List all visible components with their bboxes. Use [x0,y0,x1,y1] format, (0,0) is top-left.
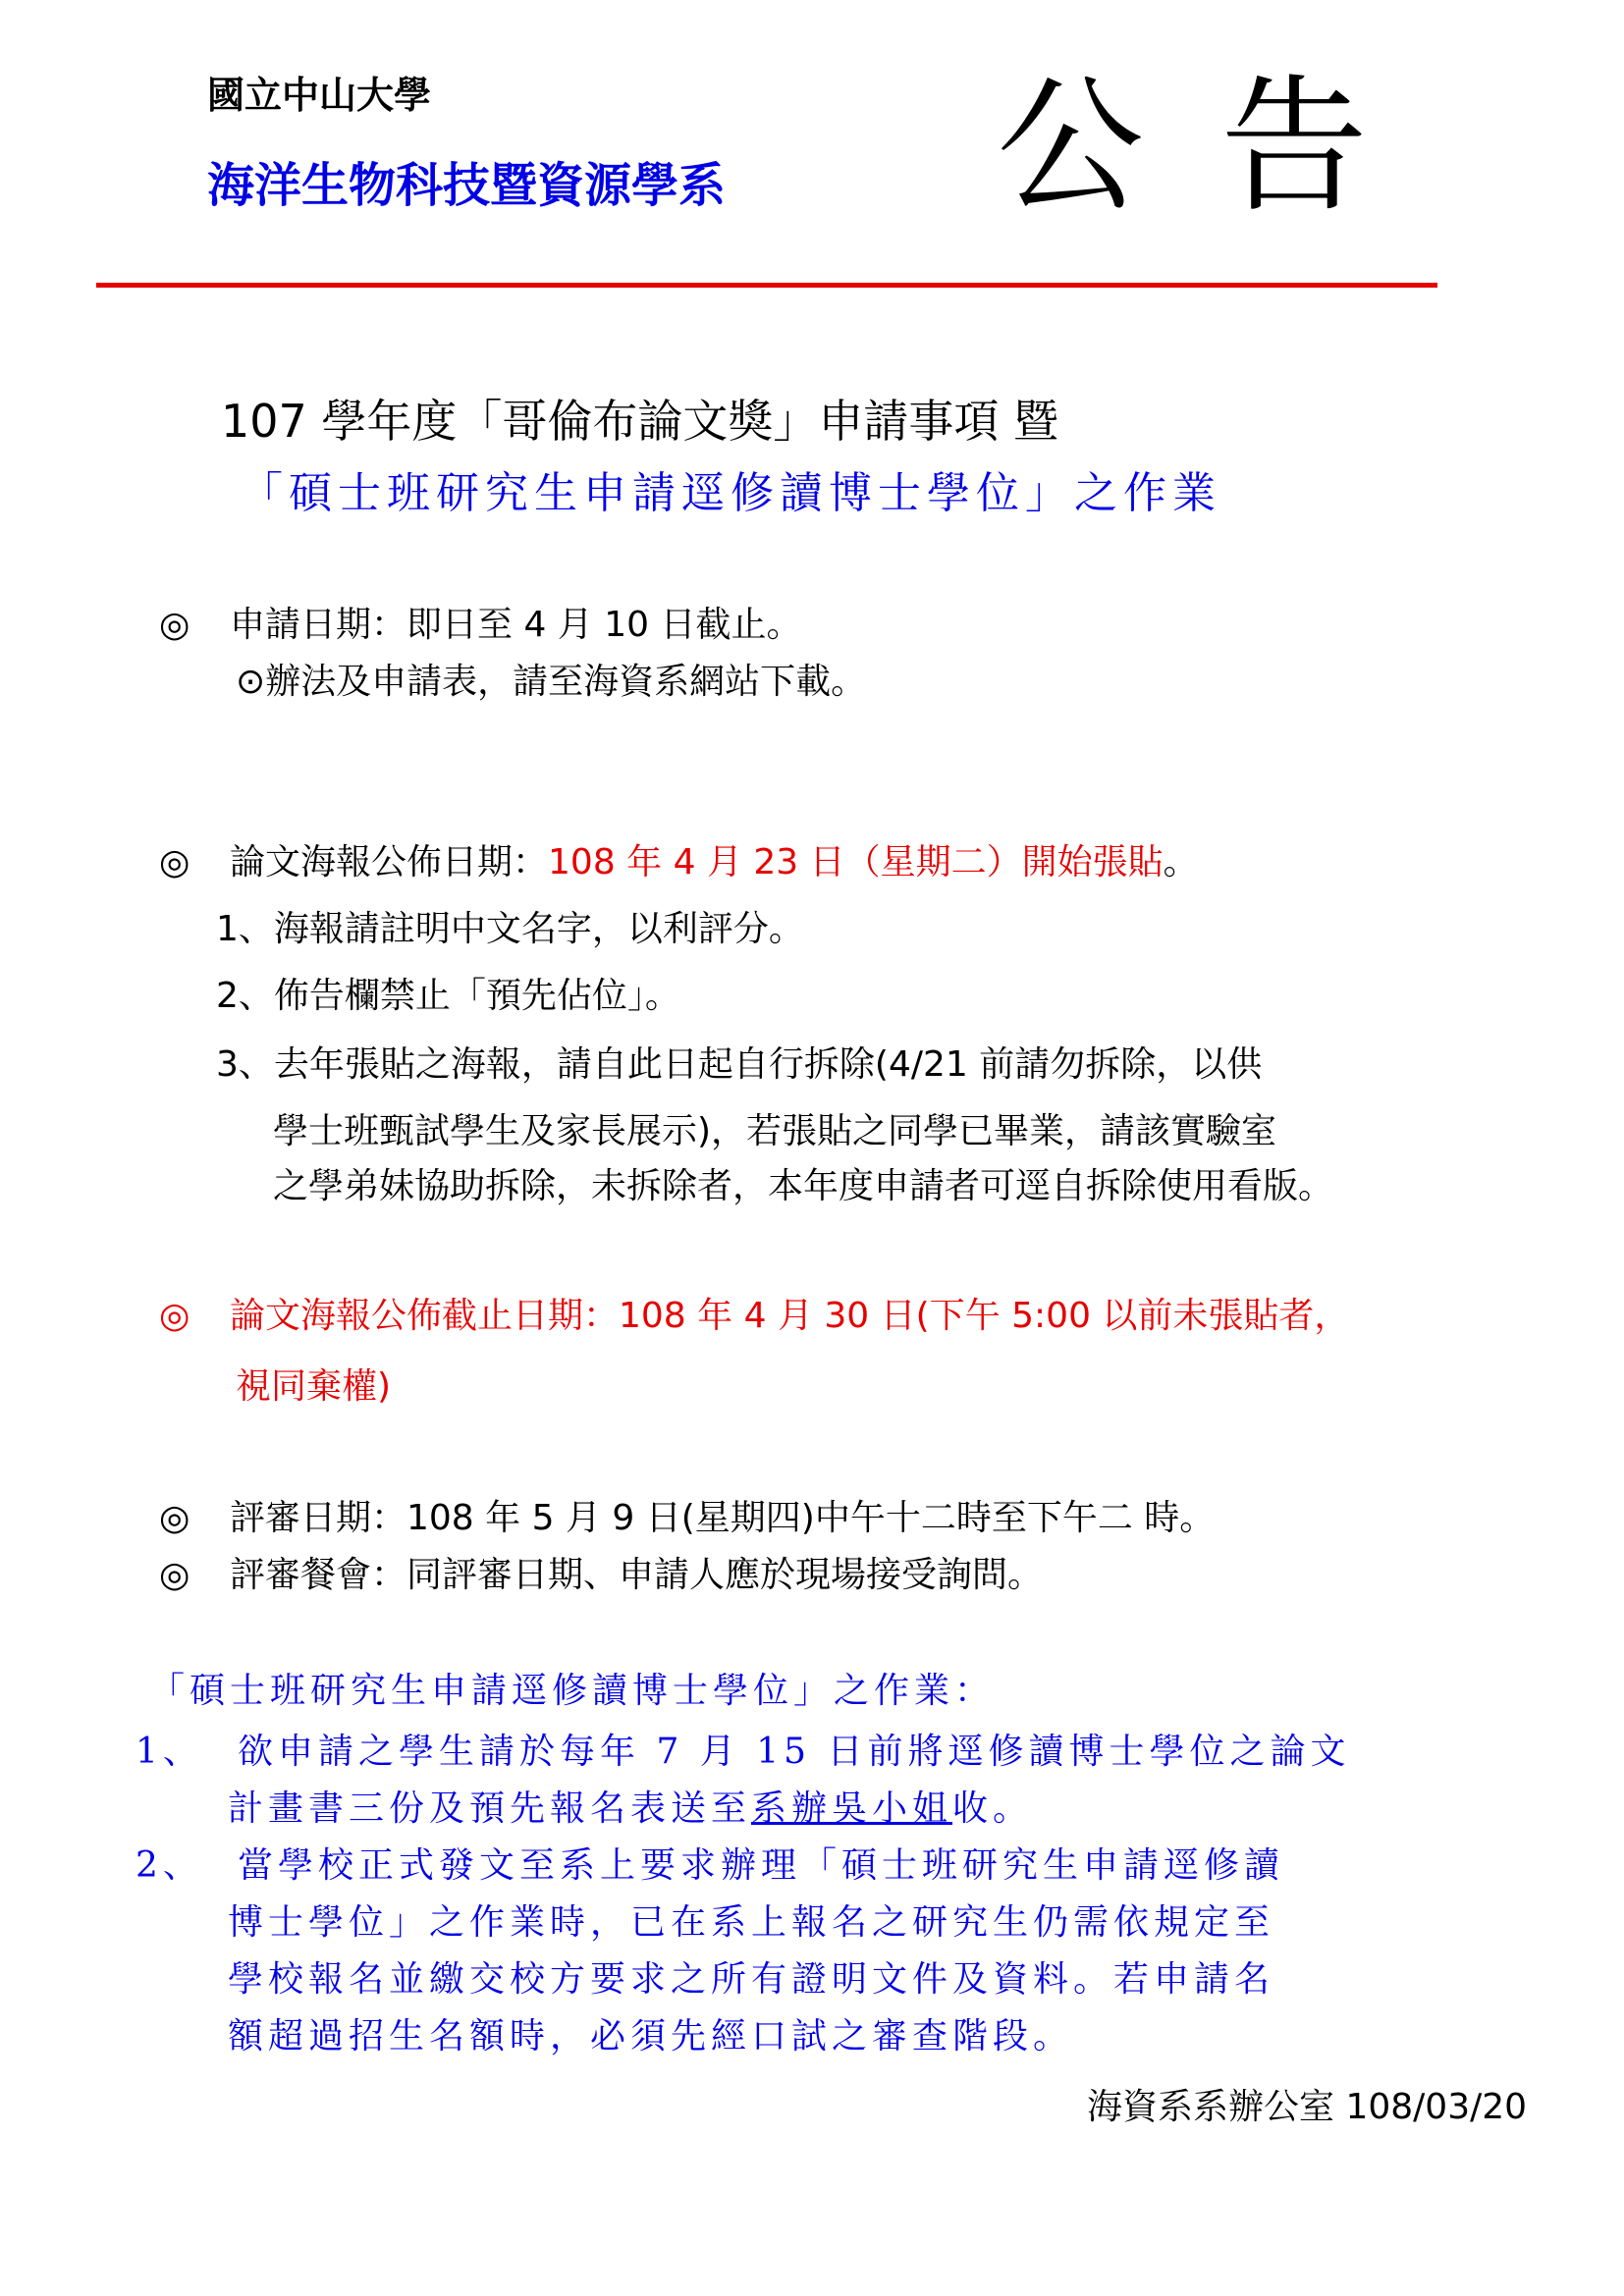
phd-item-text: 計畫書三份及預先報名表送至 [228,1789,752,1829]
poster-rule-2: 2、佈告欄禁止「預先佔位」。 [216,976,680,1016]
review-meal-item [159,1547,1043,1597]
review-date-item [159,1490,1215,1540]
apply-date-text: 申請日期：即日至 4 月 10 日截止。 [230,605,802,645]
phd-item-text: 欲申請之學生請於每年 7 月 15 日前將逕修讀博士學位之論文 [238,1732,1351,1772]
bullet-icon: ◎ [159,605,190,645]
poster-deadline-item [159,1288,1349,1338]
phd-item-text: 收。 [952,1789,1034,1829]
poster-date-item [159,834,1199,884]
phd-item-number: 1、 [135,1732,203,1772]
office-contact-link: 系辦吳小姐 [751,1789,953,1829]
poster-rule-3: 3、去年張貼之海報，請自此日起自行拆除(4/21 前請勿拆除，以供 [216,1044,1263,1085]
bullet-icon: ◎ [159,1498,190,1538]
poster-date-label: 論文海報公佈日期： [230,842,549,882]
review-meal-text: 評審餐會：同評審日期、申請人應於現場接受詢問。 [230,1555,1044,1595]
poster-rule-3-cont: 學士班甄試學生及家長展示)，若張貼之同學已畢業，請該實驗室 [273,1111,1277,1151]
header-divider [96,283,1437,288]
notice-heading: 公告 [997,62,1445,233]
phd-heading: 「碩士班研究生申請逕修讀博士學位」之作業： [149,1671,996,1711]
poster-deadline-text: 論文海報公佈截止日期：108 年 4 月 30 日(下午 5:00 以前未張貼者， [230,1296,1350,1336]
department-name: 海洋生物科技暨資源學系 [207,158,727,213]
poster-date-value: 108 年 4 月 23 日（星期二）開始張貼 [548,842,1164,882]
notice-title: 107 學年度「哥倫布論文獎」申請事項 暨 [221,395,1059,448]
phd-item-2-cont: 學校報名並繳交校方要求之所有證明文件及資料。若申請名 [228,1959,1275,2000]
phd-item-2-cont: 額超過招生名額時，必須先經口試之審查階段。 [228,2016,1074,2056]
bullet-icon: ◎ [159,842,190,882]
phd-item-2-cont: 博士學位」之作業時，已在系上報名之研究生仍需依規定至 [228,1902,1275,1943]
phd-item-1 [135,1724,1351,1774]
office-signature: 海資系系辦公室 108/03/20 [1087,2087,1528,2127]
review-date-text: 評審日期：108 年 5 月 9 日(星期四)中午十二時至下午二 時。 [230,1498,1216,1538]
poster-date-end: 。 [1163,842,1199,882]
phd-item-number: 2、 [135,1845,203,1886]
phd-item-1-cont [228,1781,1033,1831]
university-name: 國立中山大學 [207,74,432,117]
poster-deadline-cont: 視同棄權) [236,1366,392,1407]
phd-item-text: 當學校正式發文至系上要求辦理「碩士班研究生申請逕修讀 [238,1845,1285,1886]
bullet-icon: ◎ [159,1296,190,1336]
poster-rule-3-cont: 之學弟妹協助拆除，未拆除者，本年度申請者可逕自拆除使用看版。 [273,1166,1334,1206]
apply-download-text: ⊙辦法及申請表，請至海資系網站下載。 [236,662,867,702]
phd-item-2 [135,1838,1284,1888]
apply-date-item [159,597,802,647]
poster-rule-1: 1、海報請註明中文名字，以利評分。 [216,909,804,949]
notice-subtitle: 「碩士班研究生申請逕修讀博士學位」之作業 [240,468,1221,518]
bullet-icon: ◎ [159,1555,190,1595]
